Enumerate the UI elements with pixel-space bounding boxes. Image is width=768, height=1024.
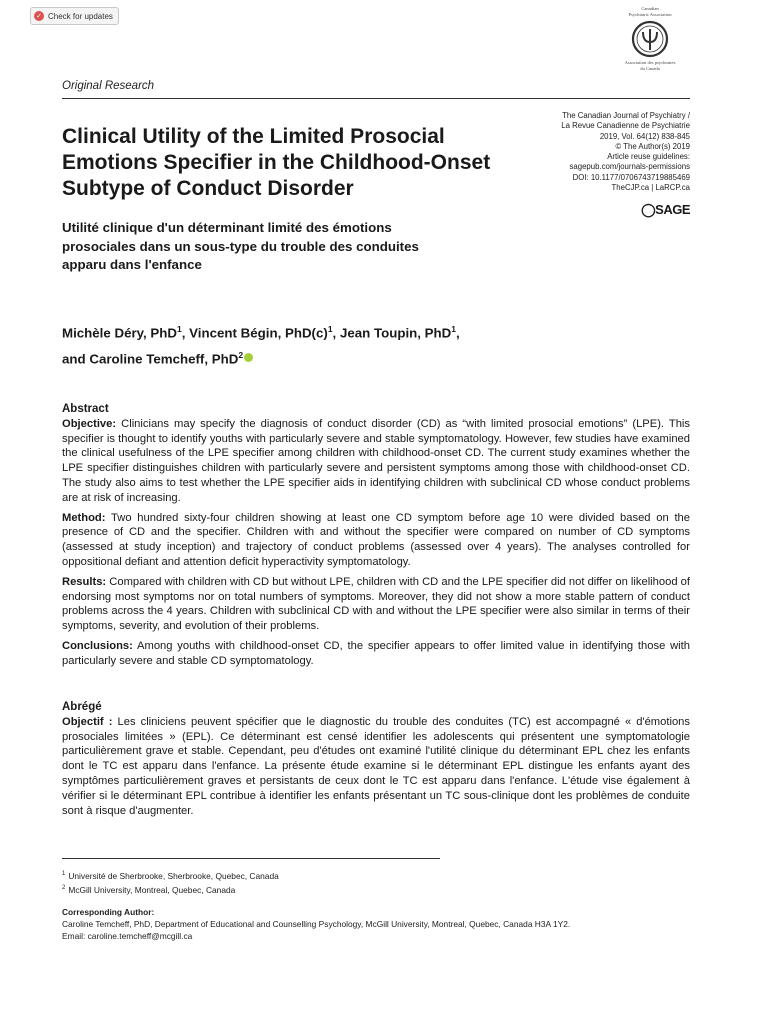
header-rule	[62, 98, 690, 99]
author-name: Vincent Bégin, PhD(c)	[189, 325, 328, 341]
abstract-results	[62, 575, 690, 634]
abrege-objectif	[62, 715, 690, 819]
affiliations	[62, 868, 690, 897]
journal-line: Article reuse guidelines:	[607, 152, 690, 162]
footnote-rule	[62, 858, 440, 859]
sage-logo	[600, 202, 690, 218]
abstract-heading: Abstract	[62, 403, 109, 415]
article-title: Clinical Utility of the Limited Prosocial Emotions Specifier in the Childhood-Onset Subtype of Conduct Disorder	[62, 125, 491, 200]
journal-line: © The Author(s) 2019	[615, 141, 690, 151]
affiliation-number: 2	[62, 885, 66, 892]
abstract-conclusions	[62, 639, 690, 669]
abstract	[62, 402, 690, 674]
check-for-updates-badge[interactable]	[30, 7, 119, 25]
corresponding-heading: Corresponding Author:	[62, 907, 155, 917]
logo-bottom-line-1: Association des psychiatres	[624, 60, 676, 65]
psi-emblem-icon	[631, 20, 669, 58]
author-separator: ,	[332, 325, 340, 341]
affiliation-marker: 1	[177, 324, 182, 334]
conclusions-label: Conclusions:	[62, 639, 133, 652]
sage-label: SAGE	[655, 202, 690, 217]
affiliation-text: Université de Sherbrooke, Sherbrooke, Quebec, Canada	[68, 870, 279, 881]
objective-text: Clinicians may specify the diagnosis of conduct disorder (CD) as “with limited prosocial emotions” (LPE). This specifier is thought to identify youths with particularly severe and stable symptomatology. However, few studies have examined the clinical usefulness of the LPE specifier among children with childhood-onset CD. The current study examines whether the LPE specifier distinguishes children with particularly severe and persistent symptoms among those with childhood-onset CD. The study also aims to test whether the LPE specifier aids in identifying children with subclinical CD whose conduct problems are at risk of increasing.	[62, 417, 691, 504]
affiliation-item	[62, 882, 690, 896]
journal-line: 2019, Vol. 64(12) 838-845	[599, 131, 690, 141]
author-name: Jean Toupin, PhD	[339, 325, 452, 341]
affiliation-marker: 1	[327, 324, 333, 334]
objectif-label: Objectif :	[62, 715, 113, 728]
check-for-updates-label: Check for updates	[48, 11, 113, 21]
corresponding-author	[62, 907, 690, 942]
permissions-link[interactable]: sagepub.com/journals-permissions	[569, 162, 690, 172]
affiliation-number: 1	[62, 871, 66, 877]
method-label: Method:	[62, 511, 106, 524]
method-text: Two hundred sixty-four children showing at least one CD symptom before age 10 were divided based on the presence of CD and the specifier. Children with and without the specifier were compared on number of CD symptoms (assessed at study inception) and trajectory of conduct problems (assessed over 4 years). The analyses controlled for oppositional defiant and attention deficit hyperactivity symptomatology.	[62, 511, 690, 568]
affiliation-text: McGill University, Montreal, Quebec, Canada	[68, 885, 236, 896]
author-name: Michèle Déry, PhD	[62, 325, 178, 341]
affiliation-marker: 2	[238, 350, 244, 361]
author-name: Caroline Temcheff, PhD	[89, 351, 239, 367]
abrege	[62, 700, 690, 818]
conclusions-text: Among youths with childhood-onset CD, the specifier appears to offer limited value in identifying those with particularly severe and stable CD symptomatology.	[62, 639, 690, 667]
french-title: Utilité clinique d'un déterminant limité des émotions prosociales dans un sous-type du trouble des conduites apparu dans l'enfance	[62, 220, 419, 272]
corresponding-address: Caroline Temcheff, PhD, Department of Educational and Counselling Psychology, McGill University, Montreal, Quebec, Canada H3A 1Y2.	[62, 918, 571, 929]
author-separator: ,	[455, 325, 460, 341]
author-conjunction: and	[62, 351, 90, 367]
logo-bottom-line-2: du Canada	[640, 66, 660, 71]
objective-label: Objective:	[62, 417, 117, 430]
abstract-objective	[62, 417, 690, 506]
logo-top-line-2: Psychiatric Association	[628, 12, 672, 17]
logo-top-line-1: Canadian	[641, 6, 659, 11]
update-icon: ✓	[34, 11, 44, 21]
journal-website-link[interactable]: TheCJP.ca | LaRCP.ca	[611, 183, 690, 193]
corresponding-email[interactable]: Email: caroline.temcheff@mcgill.ca	[62, 930, 193, 941]
journal-line: The Canadian Journal of Psychiatry /	[562, 111, 690, 120]
author-list	[62, 318, 542, 371]
objectif-text: Les cliniciens peuvent spécifier que le diagnostic du trouble des conduites (TC) est accompagné « d'émotions prosociales limitées » (EPL). Ce déterminant est censé identifier les adolescents qui présentent une symptomatologie particulièrement grave et stable. Cependant, peu d'études ont examiné l'utilité clinique du déterminant EPL chez les enfants dont le TC est apparu dans l'enfance. La présente étude examine si le déterminant EPL distingue les enfants ayant des symptômes particulièrement graves et persistants de ceux dont le TC est apparu dans l'enfance. L'étude vise également à vérifier si le déterminant EPL contribue à identifier les enfants présentant un TC sous-clinique dont les problèmes de conduite sont à risque d'augmenter.	[62, 715, 690, 817]
affiliation-marker: 1	[451, 324, 456, 334]
cpa-logo	[612, 6, 688, 72]
section-label: Original Research	[62, 80, 155, 92]
orcid-icon[interactable]	[244, 353, 253, 362]
results-text: Compared with children with CD but without LPE, children with CD and the LPE specifier did not differ on likelihood of endorsing most symptoms nor on total numbers of symptoms. Moreover, they did not show a more stable pattern of conduct problems across the 4 years. Children with subclinical CD with and without the LPE specifier were also similar in terms of their symptoms, severity, and evolution of their problems.	[62, 575, 691, 633]
affiliation-item	[62, 868, 690, 882]
abrege-heading: Abrégé	[62, 701, 102, 713]
abstract-method	[62, 511, 690, 570]
author-separator: ,	[181, 325, 190, 341]
results-label: Results:	[62, 575, 107, 588]
sage-s-icon: ◯	[641, 202, 656, 217]
journal-line: La Revue Canadienne de Psychiatrie	[561, 121, 690, 131]
doi-link[interactable]: DOI: 10.1177/0706743719885469	[572, 172, 690, 182]
